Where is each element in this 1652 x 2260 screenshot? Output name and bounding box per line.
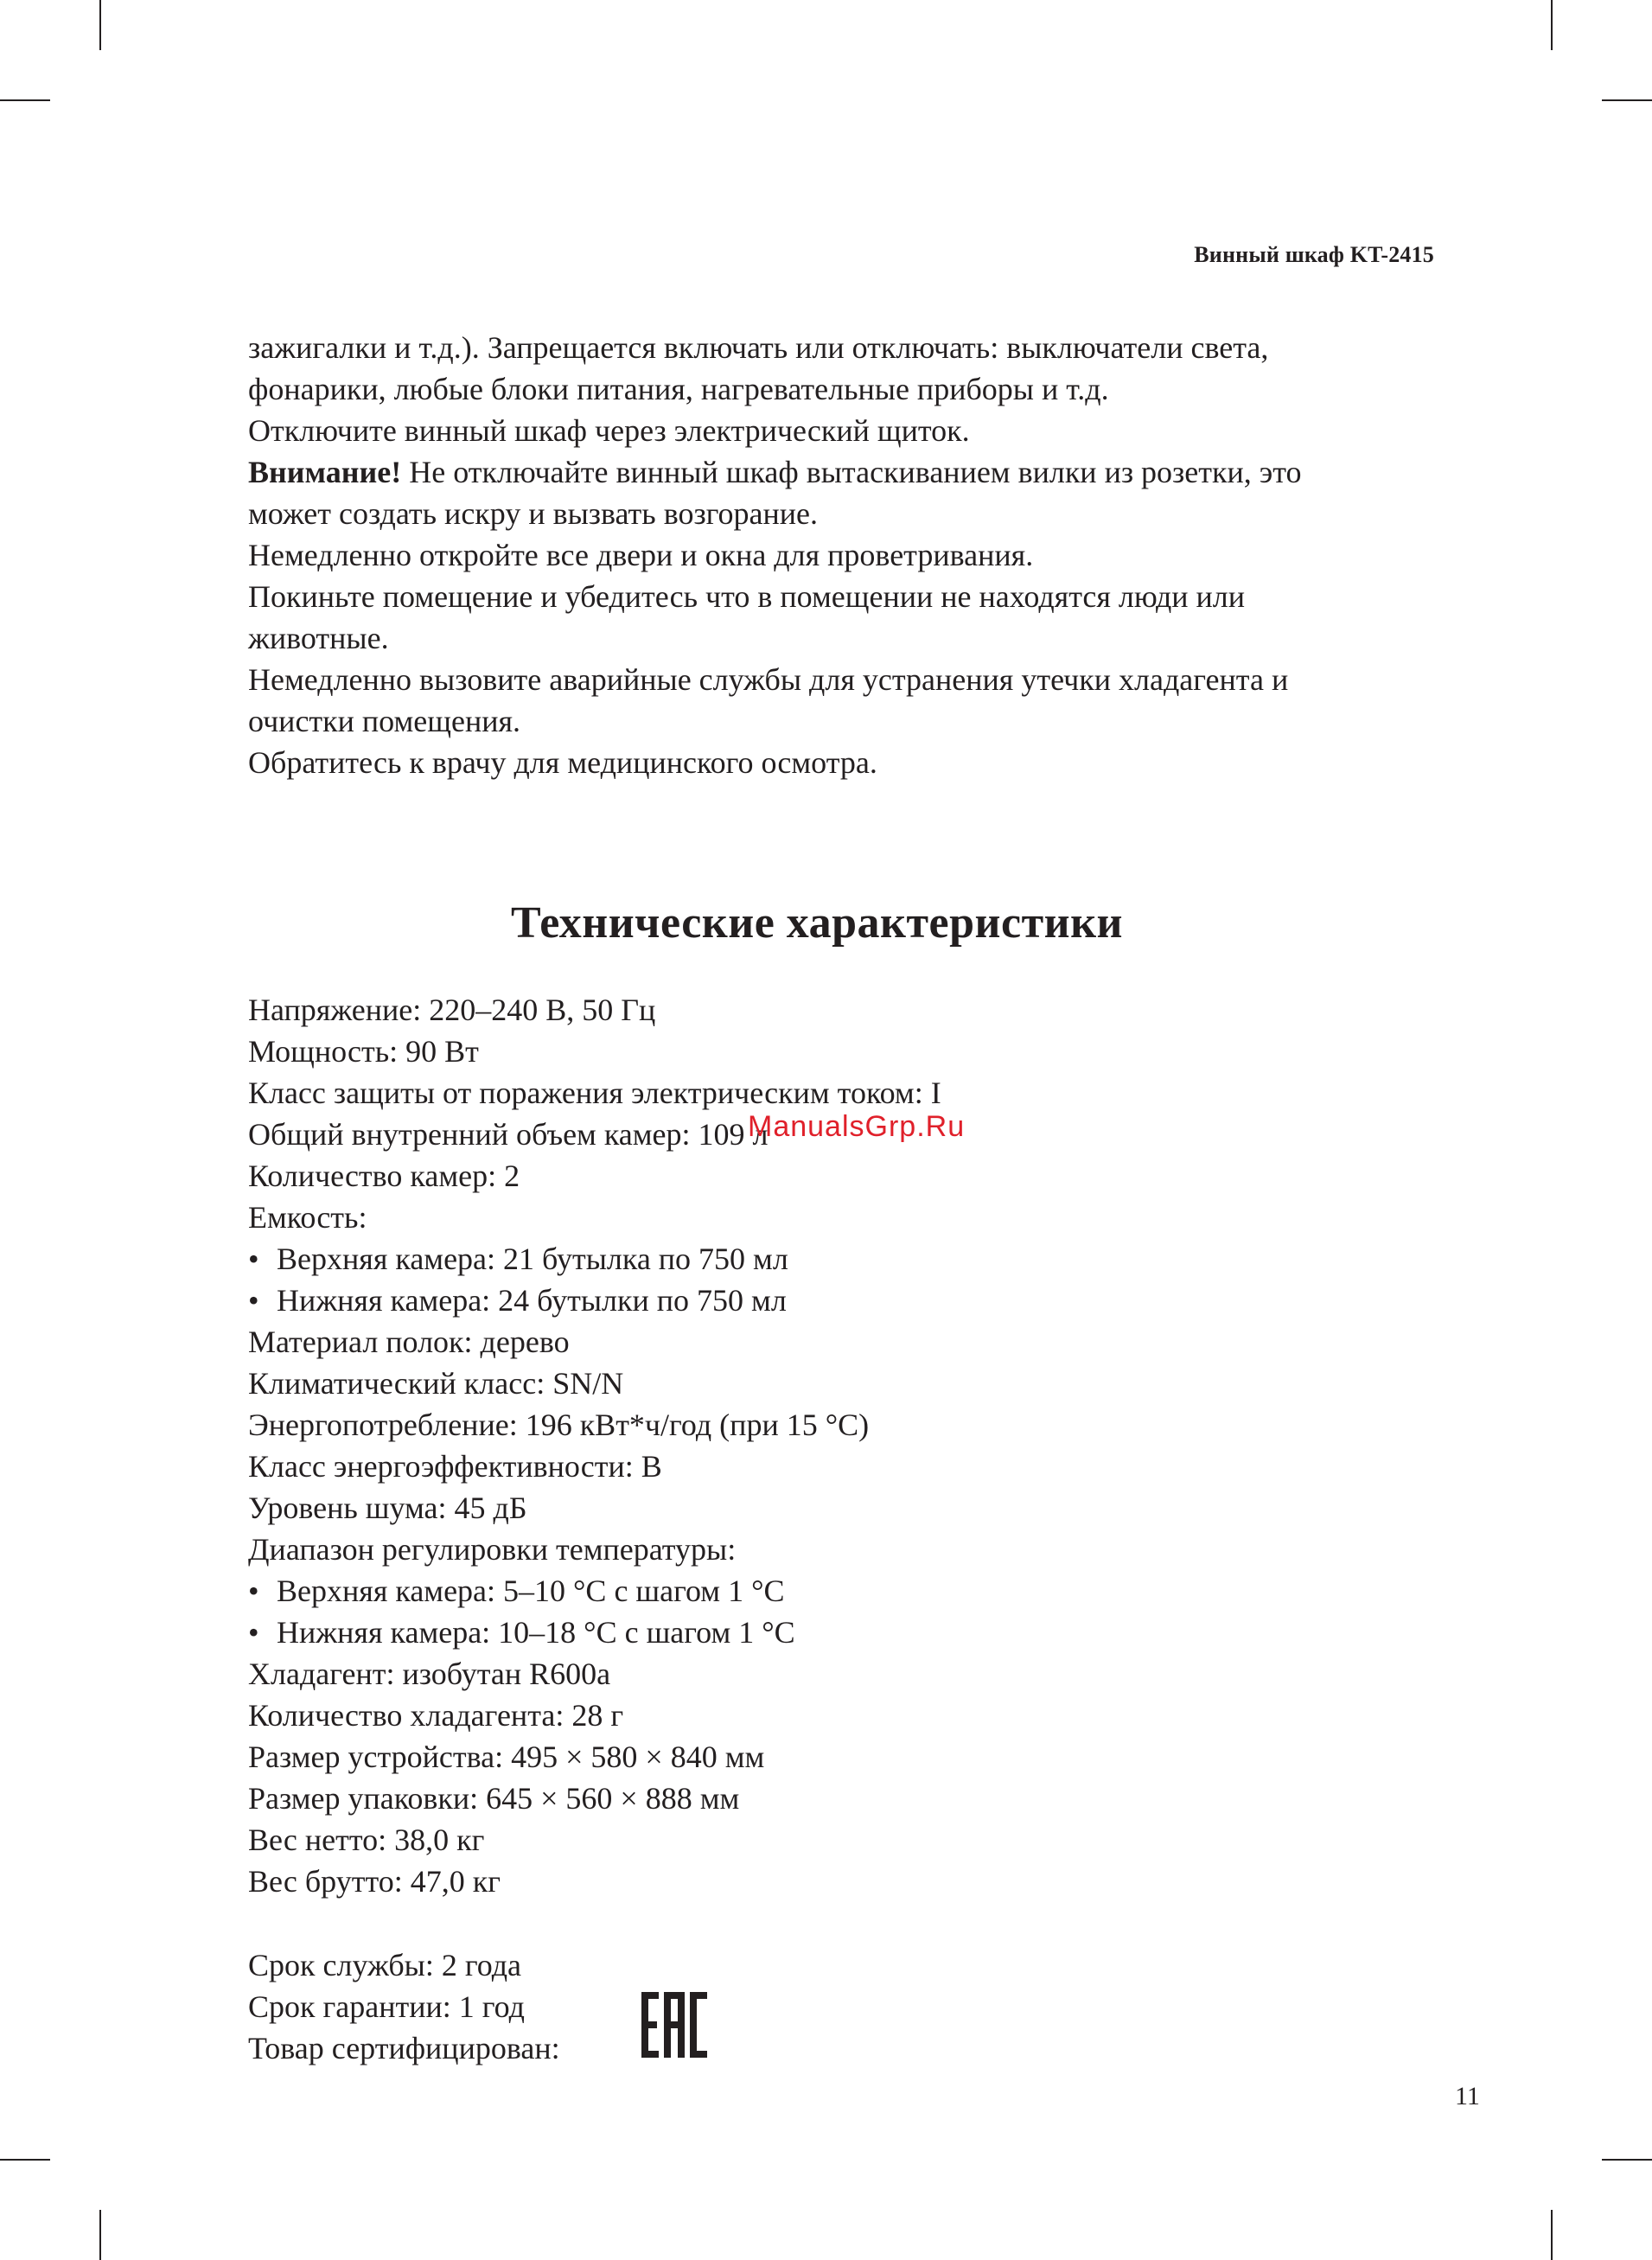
certified-text: Товар сертифицирован: <box>248 2031 560 2065</box>
warning-line <box>248 451 1301 493</box>
service-life-text: Срок службы: 2 года <box>248 1948 522 1982</box>
spec-text: Диапазон регулировки температуры: <box>248 1532 737 1567</box>
list-item-text: очистки помещения. <box>248 704 521 738</box>
header-title: Винный шкаф KT-2415 <box>1194 242 1434 267</box>
bullet-icon: • <box>248 1615 259 1650</box>
list-item-text: животные. <box>248 621 389 655</box>
bullet-icon: • <box>248 1574 259 1608</box>
list-item-text: Обратитесь к врачу для медицинского осмотра. <box>248 745 877 780</box>
spec-text: Емкость: <box>248 1200 367 1235</box>
crop-mark <box>1551 0 1553 50</box>
spec-text: Вес брутто: 47,0 кг <box>248 1864 501 1899</box>
spec-text: Размер устройства: 495 × 580 × 840 мм <box>248 1740 765 1774</box>
page-number: 11 <box>1455 2082 1480 2110</box>
spec-text: Класс энергоэффективности: B <box>248 1449 662 1484</box>
crop-mark <box>1551 2210 1553 2260</box>
crop-mark <box>99 2210 101 2260</box>
spec-text: Напряжение: 220–240 В, 50 Гц <box>248 993 656 1027</box>
warning-label: Внимание! <box>248 455 402 489</box>
list-item-text: Немедленно вызовите аварийные службы для устранения утечки хладагента и <box>248 662 1289 697</box>
list-item-text: фонарики, любые блоки питания, нагревательные приборы и т.д. <box>248 372 1109 406</box>
bullet-icon: • <box>248 1283 259 1318</box>
spec-text: Общий внутренний объем камер: 109 л <box>248 1117 769 1152</box>
list-item-text: Отключите винный шкаф через электрический щиток. <box>248 413 970 448</box>
spec-subitem-text: Нижняя камера: 10–18 °C с шагом 1 °C <box>277 1615 795 1650</box>
section-title: Технические характеристики <box>511 898 1123 948</box>
eac-logo <box>640 1990 709 2059</box>
warranty-text: Срок гарантии: 1 год <box>248 1989 525 2024</box>
list-item-text: может создать искру и вызвать возгорание. <box>248 496 819 531</box>
crop-mark <box>1602 99 1652 101</box>
spec-text: Мощность: 90 Вт <box>248 1034 479 1069</box>
spec-text: Размер упаковки: 645 × 560 × 888 мм <box>248 1781 740 1816</box>
spec-subitem-text: Нижняя камера: 24 бутылки по 750 мл <box>277 1283 787 1318</box>
watermark: ManualsGrp.Ru <box>748 1110 966 1143</box>
spec-text: Количество хладагента: 28 г <box>248 1698 624 1733</box>
crop-mark <box>0 2159 50 2161</box>
warning-text: Не отключайте винный шкаф вытаскиванием вилки из розетки, это <box>401 455 1302 489</box>
spec-text: Уровень шума: 45 дБ <box>248 1491 527 1525</box>
list-item-text: Немедленно откройте все двери и окна для проветривания. <box>248 538 1034 572</box>
spec-subitem-text: Верхняя камера: 5–10 °C с шагом 1 °C <box>277 1574 785 1608</box>
list-item-text: зажигалки и т.д.). Запрещается включать или отключать: выключатели света, <box>248 330 1269 365</box>
spec-text: Количество камер: 2 <box>248 1159 520 1193</box>
spec-text: Класс защиты от поражения электрическим током: I <box>248 1076 941 1110</box>
spec-text: Энергопотребление: 196 кВт*ч/год (при 15 °C) <box>248 1408 870 1442</box>
crop-mark <box>1602 2159 1652 2161</box>
spec-text: Вес нетто: 38,0 кг <box>248 1823 485 1857</box>
bullet-icon: • <box>248 1242 259 1276</box>
crop-mark <box>99 0 101 50</box>
crop-mark <box>0 99 50 101</box>
spec-subitem-text: Верхняя камера: 21 бутылка по 750 мл <box>277 1242 788 1276</box>
spec-text: Хладагент: изобутан R600a <box>248 1657 611 1691</box>
spec-text: Климатический класс: SN/N <box>248 1366 624 1401</box>
spec-text: Материал полок: дерево <box>248 1325 570 1359</box>
list-item-text: Покиньте помещение и убедитесь что в помещении не находятся люди или <box>248 579 1246 614</box>
